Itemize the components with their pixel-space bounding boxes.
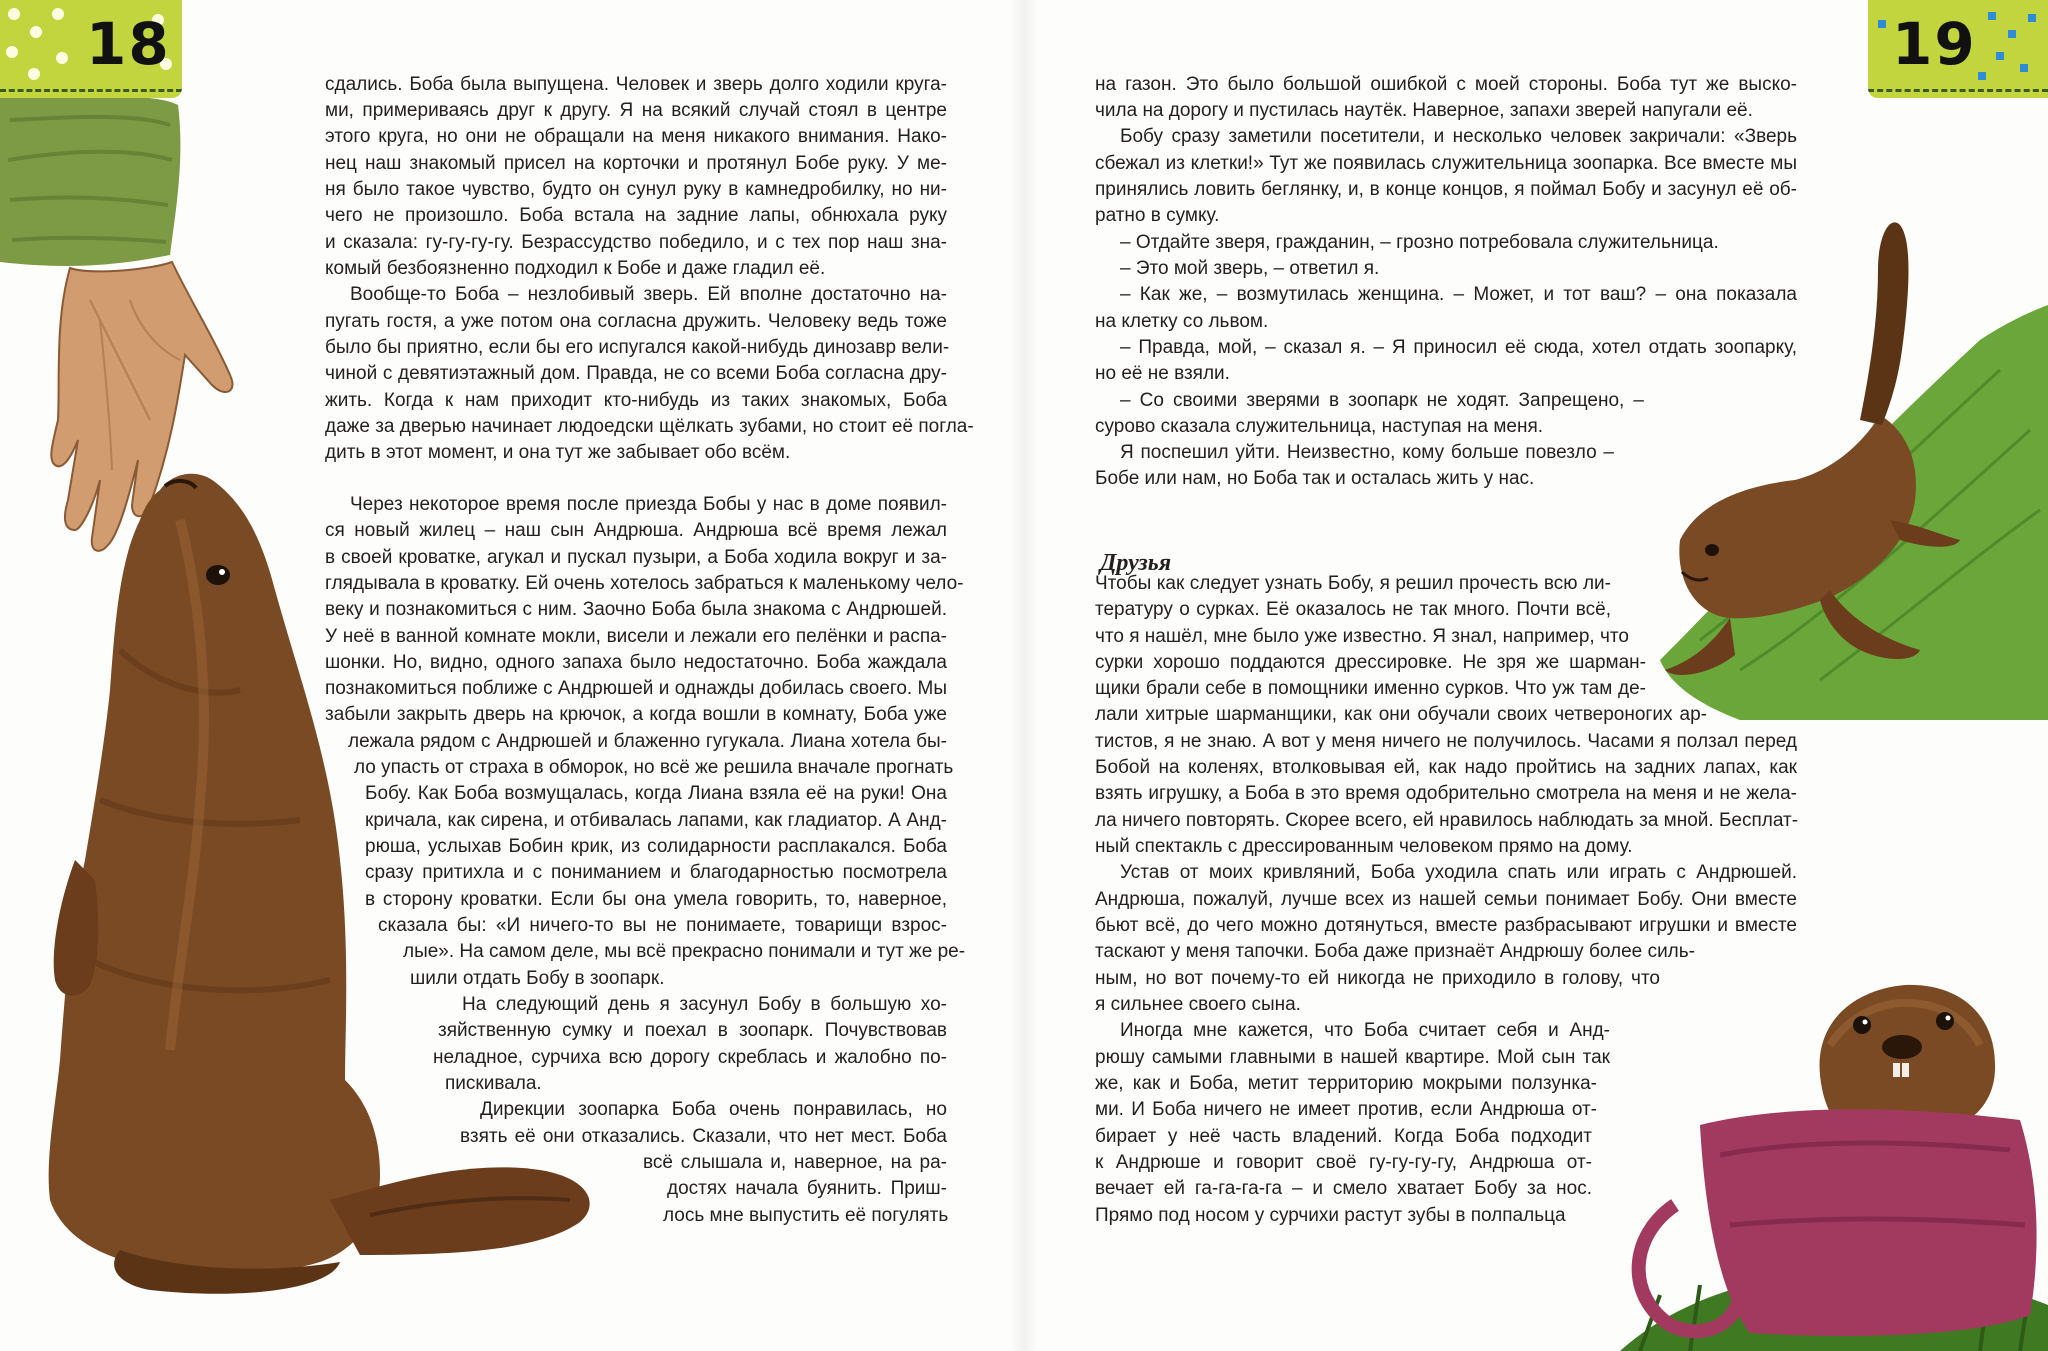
- text-line: – Отдайте зверя, гражданин, – грозно потребовала служительница.: [1120, 232, 1719, 253]
- text-line: чила на дорогу и пустилась наутёк. Наверное, запахи зверей напугали её.: [1095, 100, 1753, 121]
- text-line: – Как же, – возмутилась женщина. – Может, и тот ваш? – она показала: [1120, 284, 1797, 305]
- text-line: всё слышала и, наверное, на ра-: [643, 1152, 947, 1173]
- text-line: шили отдать Бобу в зоопарк.: [410, 968, 665, 989]
- book-gutter: [1010, 0, 1038, 1351]
- text-line: даже за дверью начинает людоедски щёлкать зубами, но стоит её погла-: [325, 416, 974, 437]
- text-line: достях начала буянить. Приш-: [667, 1178, 947, 1199]
- text-line: Через некоторое время после приезда Бобы у нас в доме появил-: [350, 494, 947, 515]
- text-line: Бобе или нам, но Боба так и осталась жить у нас.: [1095, 468, 1535, 489]
- text-line: вечает ей га-га-га-га – и смело хватает Бобу за нос.: [1095, 1178, 1592, 1199]
- text-line: На следующий день я засунул Бобу в большую хо-: [462, 994, 947, 1015]
- text-line: в своей кроватке, агукал и пускал пузыри, а Боба ходила вокруг и за-: [325, 547, 947, 568]
- text-line: же, как и Боба, метит территорию мокрыми ползунка-: [1095, 1073, 1597, 1094]
- text-line: забыли закрыть дверь на крючок, а когда вошли в комнату, Боба уже: [325, 704, 947, 725]
- text-line: тистов, я не знаю. А вот у меня ничего не получилось. Часами я ползал перед: [1095, 731, 1797, 752]
- text-line: ным, но вот почему-то ей никогда не приходило в голову, что: [1095, 968, 1660, 989]
- text-line: шонки. Но, видно, одного запаха было недостаточно. Боба жаждала: [325, 652, 947, 673]
- text-line: неладное, сурчиха всю дорогу скреблась и жалобно по-: [433, 1047, 947, 1068]
- text-line: что я нашёл, мне было уже известно. Я знал, например, что: [1095, 626, 1629, 647]
- text-line: было бы приятно, если бы его испугался какой-нибудь динозавр вели-: [325, 337, 950, 358]
- text-line: глядывала в кроватку. Ей очень хотелось забраться к маленькому чело-: [325, 573, 964, 594]
- text-line: на газон. Это было большой ошибкой с моей стороны. Боба тут же выско-: [1095, 74, 1797, 95]
- text-line: кричала, как сирена, и отбивалась лапами, как гладиатор. А Анд-: [365, 810, 947, 831]
- page-number-tab-left: [0, 0, 182, 98]
- text-line: – Со своими зверями в зоопарк не ходят. Запрещено, –: [1120, 390, 1644, 411]
- page-number-tab-right: [1868, 0, 2048, 98]
- text-line: Прямо под носом у сурчихи растут зубы в полпальца: [1095, 1205, 1566, 1226]
- text-line: лые». На самом деле, мы всё прекрасно понимали и тут же ре-: [403, 941, 966, 962]
- text-line: Бобу. Как Боба возмущалась, когда Лиана взяла её на руки! Она: [365, 783, 947, 804]
- text-line: чиной с девятиэтажный дом. Правда, не со всеми Боба согласна дру-: [325, 363, 947, 384]
- text-line: нец наш знакомый присел на корточки и протянул Бобе руку. У ме-: [325, 153, 947, 174]
- page-number-right: 19: [1892, 10, 1977, 78]
- text-line: и сказала: гу-гу-гу-гу. Безрассудство победило, и с тех пор наш зна-: [325, 232, 947, 253]
- text-line: чего не произошло. Боба встала на задние лапы, обнюхала руку: [325, 205, 947, 226]
- text-line: сурово сказала служительница, наступая на меня.: [1095, 416, 1544, 437]
- text-line: щики брали себе в помощники именно сурков. Что уж там де-: [1095, 678, 1646, 699]
- text-line: сразу притихла и с пониманием и благодарностью посмотрела: [365, 862, 947, 883]
- text-line: сказала бы: «И ничего-то вы не понимаете, товарищи взрос-: [378, 915, 947, 936]
- text-line: Чтобы как следует узнать Бобу, я решил прочесть всю ли-: [1095, 573, 1611, 594]
- text-line: ный спектакль с дрессированным человеком прямо на дому.: [1095, 836, 1633, 857]
- text-line: тературу о сурках. Её оказалось не так много. Почти всё,: [1095, 599, 1611, 620]
- text-line: взять её они отказались. Сказали, что нет мест. Боба: [460, 1126, 947, 1147]
- text-line: веку и познакомиться с ним. Заочно Боба была знакома с Андрюшей.: [325, 599, 947, 620]
- text-line: лали хитрые шарманщики, как они обучали своих четвероногих ар-: [1095, 704, 1707, 725]
- text-line: ся новый жилец – наш сын Андрюша. Андрюша всё время лежал: [325, 520, 947, 541]
- text-line: к Андрюше и говорит своё гу-гу-гу-гу, Андрюша от-: [1095, 1152, 1592, 1173]
- text-line: принялись ловить беглянку, и, в конце концов, я поймал Бобу и засунул её об-: [1095, 179, 1797, 200]
- text-line: ла ничего повторять. Скорее всего, ей нравилось наблюдать за мной. Бесплат-: [1095, 810, 1799, 831]
- text-line: ми. И Боба ничего не имеет против, если Андрюша от-: [1095, 1099, 1597, 1120]
- text-line: ня было такое чувство, будто он сунул руку в камнедробилку, но ни-: [325, 179, 947, 200]
- text-line: рюша, услыхав Бобин крик, из солидарности расплакался. Боба: [365, 836, 947, 857]
- text-line: лежала рядом с Андрюшей и блаженно гугукала. Лиана хотела бы-: [348, 731, 947, 752]
- text-line: сдались. Боба была выпущена. Человек и зверь долго ходили круга-: [325, 74, 947, 95]
- text-line: этого круга, но они не обращали на меня никакого внимания. Нако-: [325, 126, 947, 147]
- text-line: таскают у меня тапочки. Боба даже признаёт Андрюшу более силь-: [1095, 941, 1695, 962]
- text-line: У неё в ванной комнате мокли, висели и лежали его пелёнки и распа-: [325, 626, 947, 647]
- text-line: бьют всё, до чего можно дотянуться, вместе разбрасывают игрушки и вместе: [1095, 915, 1797, 936]
- text-line: Дирекции зоопарка Боба очень понравилась, но: [480, 1099, 947, 1120]
- text-line: на клетку со львом.: [1095, 311, 1269, 332]
- text-line: пугать гостя, а уже потом она согласна дружить. Человеку ведь тоже: [325, 311, 947, 332]
- text-line: ми, примериваясь друг к другу. Я на всякий случай стоял в центре: [325, 100, 947, 121]
- text-line: сурки хорошо поддаются дрессировке. Не зря же шарман-: [1095, 652, 1646, 673]
- text-line: ратно в сумку.: [1095, 205, 1220, 226]
- text-line: комый безбоязненно подходил к Бобе и даже гладил её.: [325, 258, 826, 279]
- text-line: Андрюша, пожалуй, лучше всех из нашей семьи понимает Бобу. Они вместе: [1095, 889, 1797, 910]
- text-line: Устав от моих кривляний, Боба уходила спать или играть с Андрюшей.: [1120, 862, 1797, 883]
- text-line: – Это мой зверь, – ответил я.: [1120, 258, 1380, 279]
- text-line: Иногда мне кажется, что Боба считает себя и Анд-: [1120, 1020, 1610, 1041]
- page-number-left: 18: [86, 10, 171, 78]
- text-line: сбежал из клетки!» Тут же появилась служительница зоопарка. Все вместе мы: [1095, 153, 1797, 174]
- text-line: познакомиться поближе с Андрюшей и однажды добилась своего. Мы: [325, 678, 947, 699]
- text-line: пискивала.: [445, 1073, 542, 1094]
- text-line: Вообще-то Боба – незлобивый зверь. Ей вполне достаточно на-: [350, 284, 947, 305]
- text-line: я сильнее своего сына.: [1095, 994, 1301, 1015]
- text-line: взять игрушку, а Боба в это время одобрительно смотрела на меня и не жела-: [1095, 783, 1797, 804]
- text-line: Бобу сразу заметили посетители, и несколько человек закричали: «Зверь: [1120, 126, 1797, 147]
- marmot-in-bag-illustration: [1600, 955, 2048, 1351]
- text-line: рюшу самыми главными в нашей квартире. Мой сын так: [1095, 1047, 1610, 1068]
- text-line: лось мне выпустить её погулять: [663, 1205, 949, 1226]
- text-line: в сторону кроватки. Если бы она умела говорить, то, наверное,: [365, 889, 947, 910]
- text-line: ло упасть от страха в обморок, но всё же решила вначале прогнать: [354, 757, 954, 778]
- text-line: зяйственную сумку и поехал в зоопарк. Почувствовав: [438, 1020, 947, 1041]
- text-line: дить в этот момент, и она тут же забывает обо всём.: [325, 442, 791, 463]
- text-line: Бобой на коленях, втолковывая ей, как надо пройтись на задних лапах, как: [1095, 757, 1797, 778]
- text-line: – Правда, мой, – сказал я. – Я приносил её сюда, хотел отдать зоопарку,: [1120, 337, 1797, 358]
- text-line: жить. Когда к нам приходит кто-нибудь из таких знакомых, Боба: [325, 390, 947, 411]
- section-heading: Друзья: [1100, 550, 1172, 576]
- text-line: Я поспешил уйти. Неизвестно, кому больше повезло –: [1120, 442, 1614, 463]
- text-line: но её не взяли.: [1095, 363, 1230, 384]
- text-line: бирает у неё часть владений. Когда Боба подходит: [1095, 1126, 1592, 1147]
